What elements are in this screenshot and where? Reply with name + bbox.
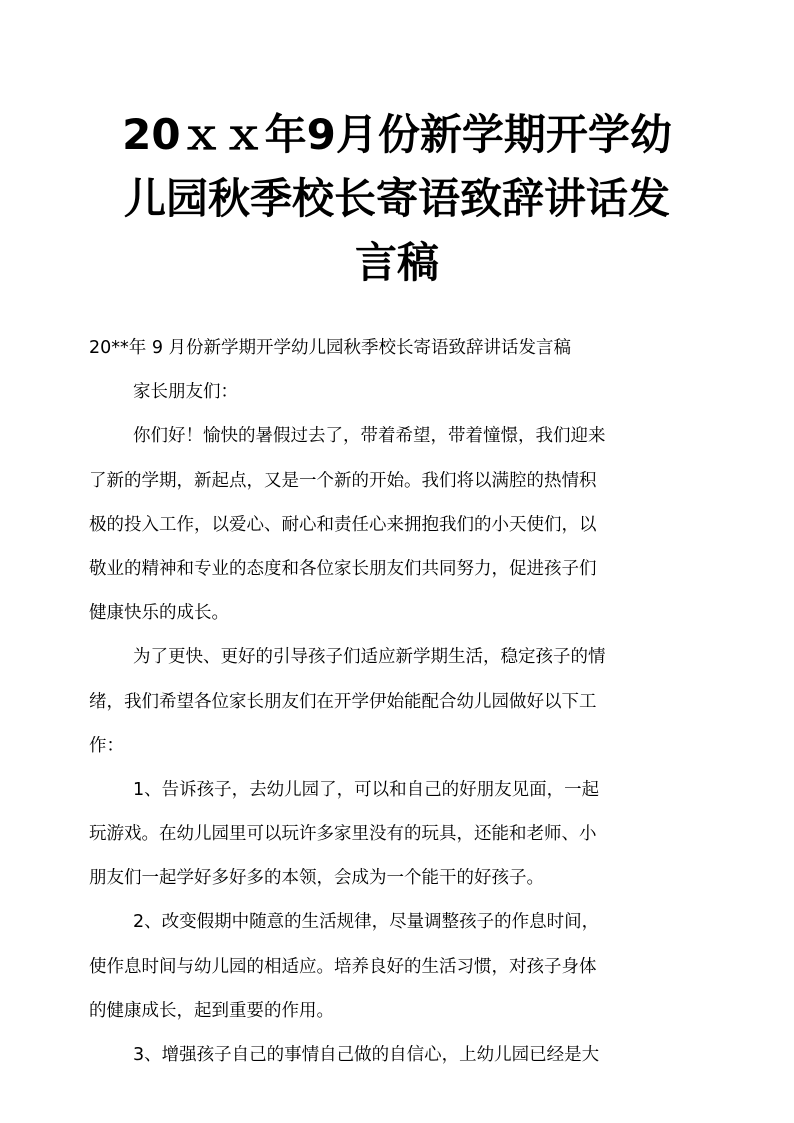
document-title [70, 103, 724, 295]
body-line: 朋友们一起学好多好多的本领，会成为一个能干的好孩子。 [89, 868, 544, 889]
body-line: 2、改变假期中随意的生活规律，尽量调整孩子的作息时间， [133, 912, 600, 933]
body-line: 绪，我们希望各位家长朋友们在开学伊始能配合幼儿园做好以下工 [89, 691, 597, 712]
body-line: 使作息时间与幼儿园的相适应。培养良好的生活习惯，对孩子身体 [89, 956, 597, 977]
title-line: 儿园秋季校长寄语致辞讲话发 [123, 174, 670, 223]
body-line: 作： [89, 735, 124, 756]
body-line: 为了更快、更好的引导孩子们适应新学期生活，稳定孩子的情 [133, 647, 606, 668]
body-line: 你们好！愉快的暑假过去了，带着希望，带着憧憬，我们迎来 [133, 426, 606, 447]
document-body [89, 326, 709, 1077]
title-line: 言稿 [354, 238, 439, 287]
body-line: 家长朋友们： [133, 382, 238, 403]
title-line: 20ｘｘ年9月份新学期开学幼 [122, 110, 672, 159]
body-line: 1、告诉孩子，去幼儿园了，可以和自己的好朋友见面，一起 [133, 779, 600, 800]
body-line: 3、增强孩子自己的事情自己做的自信心，上幼儿园已经是大 [133, 1045, 600, 1065]
body-line: 健康快乐的成长。 [89, 603, 229, 624]
body-line: 20**年 9 月份新学期开学幼儿园秋季校长寄语致辞讲话发言稿 [89, 338, 572, 358]
body-line: 敬业的精神和专业的态度和各位家长朋友们共同努力，促进孩子们 [89, 558, 597, 579]
body-line: 的健康成长，起到重要的作用。 [89, 1000, 334, 1021]
body-line: 玩游戏。在幼儿园里可以玩许多家里没有的玩具，还能和老师、小 [89, 824, 597, 845]
body-line: 了新的学期，新起点，又是一个新的开始。我们将以满腔的热情积 [89, 470, 597, 491]
body-line: 极的投入工作，以爱心、耐心和责任心来拥抱我们的小天使们，以 [89, 514, 597, 535]
